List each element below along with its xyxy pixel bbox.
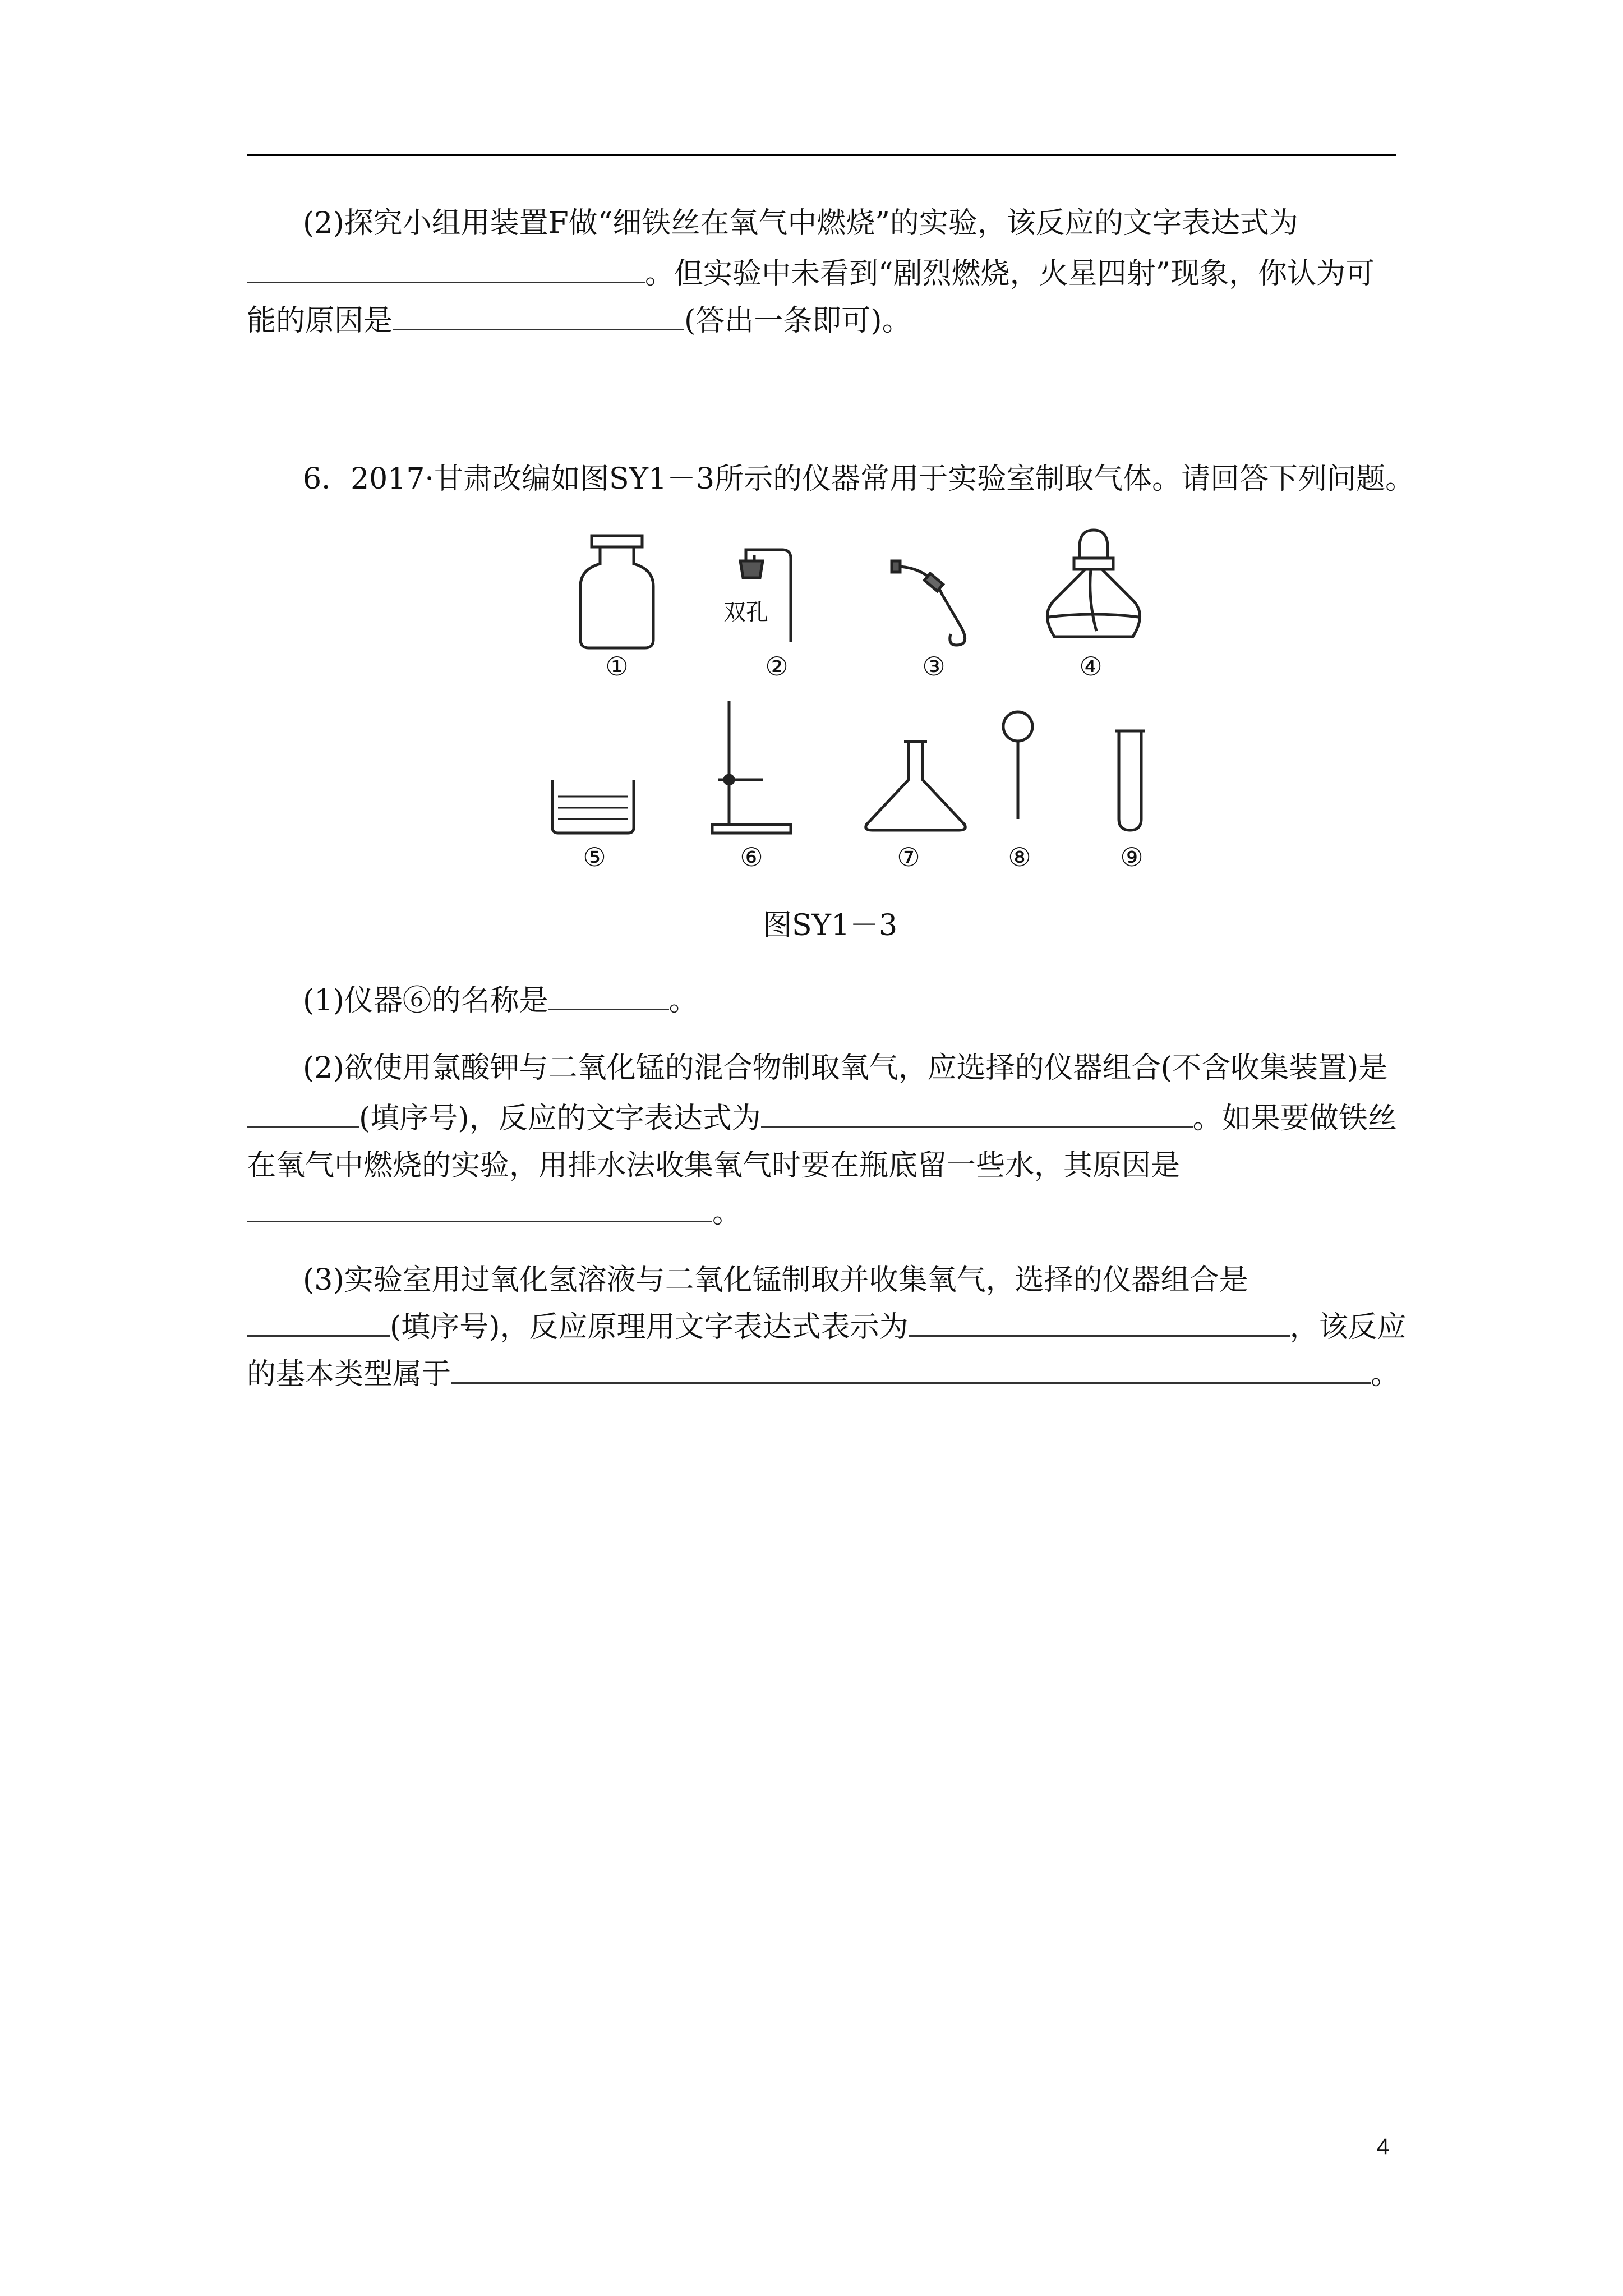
answer-blank[interactable] [247,1101,359,1128]
q6-part3-line3 [247,1354,1400,1395]
q6-part2-line2-mid: (填序号)，反应的文字表达式为 [359,1102,761,1135]
test-tube-drawing [1115,731,1145,830]
answer-blank[interactable] [247,256,645,283]
apparatus-label-7: ⑦ [897,842,920,872]
header-rule [247,154,1396,156]
iron-stand-drawing [712,701,791,833]
answer-blank[interactable] [393,303,684,330]
q6-part1-head: (1)仪器⑥的名称是 [303,984,548,1018]
stopper-label: 双孔 [723,600,768,625]
alcohol-lamp-drawing [1048,530,1140,637]
figure-caption: 图SY1－3 [763,909,898,942]
q5-part2-line2 [247,254,1396,294]
q6-part3-line3-tail: 。 [1371,1358,1400,1391]
apparatus-label-1: ① [605,651,629,682]
q5-part2-line3-tail: (答出一条即可)。 [684,304,911,338]
apparatus-label-4: ④ [1079,651,1103,682]
apparatus-label-6: ⑥ [740,842,763,872]
q6-part2-line2 [247,1098,1396,1139]
gas-bottle-drawing [580,536,653,648]
apparatus-label-3: ③ [922,651,946,682]
funnel-drawing [1003,712,1032,819]
answer-blank[interactable] [247,1195,712,1222]
q5-part2-line2-text: 。但实验中未看到“剧烈燃烧，火星四射”现象，你认为可 [645,257,1375,291]
answer-blank[interactable] [909,1309,1290,1337]
q6-part1 [303,981,1453,1021]
q6-part3-line3-head: 的基本类型属于 [247,1358,451,1391]
q6-part3-line2-mid: (填序号)，反应原理用文字表达式表示为 [390,1310,909,1344]
q6-part3-line2-tail: ，该反应 [1289,1310,1407,1344]
answer-blank[interactable] [451,1356,1371,1384]
beaker-drawing [552,780,634,833]
apparatus-label-2: ② [765,651,789,682]
q6-stem: 6．2017·甘肃改编如图SY1－3所示的仪器常用于实验室制取气体。请回答下列问题。 [303,462,1415,496]
q6-part2-line4 [247,1193,1396,1233]
apparatus-label-8: ⑧ [1008,842,1031,872]
q5-part2-line3 [247,301,1396,341]
q6-part2-line4-tail: 。 [712,1196,742,1230]
apparatus-label-9: ⑨ [1120,842,1144,872]
bent-tube-drawing [892,561,965,645]
q6-part2-line2-tail: 。如果要做铁丝 [1192,1102,1397,1135]
q6-part3-line2 [247,1307,1407,1347]
conical-flask-drawing [866,742,966,830]
answer-blank[interactable] [761,1101,1193,1128]
apparatus-label-5: ⑤ [583,842,606,872]
q5-part2-line3-head: 能的原因是 [247,304,393,338]
q6-part2-line1: (2)欲使用氯酸钾与二氧化锰的混合物制取氧气，应选择的仪器组合(不含收集装置)是 [303,1051,1388,1085]
q5-part2-line1: (2)探究小组用装置F做“细铁丝在氧气中燃烧”的实验，该反应的文字表达式为 [303,206,1298,240]
answer-blank[interactable] [548,983,669,1010]
answer-blank[interactable] [247,1309,390,1337]
q6-part3-line1: (3)实验室用过氧化氢溶液与二氧化锰制取并收集氧气，选择的仪器组合是 [303,1263,1248,1297]
q6-part2-line3: 在氧气中燃烧的实验，用排水法收集氧气时要在瓶底留一些水，其原因是 [247,1149,1181,1182]
q6-part1-tail: 。 [668,984,698,1018]
page-number: 4 [1377,2134,1390,2159]
